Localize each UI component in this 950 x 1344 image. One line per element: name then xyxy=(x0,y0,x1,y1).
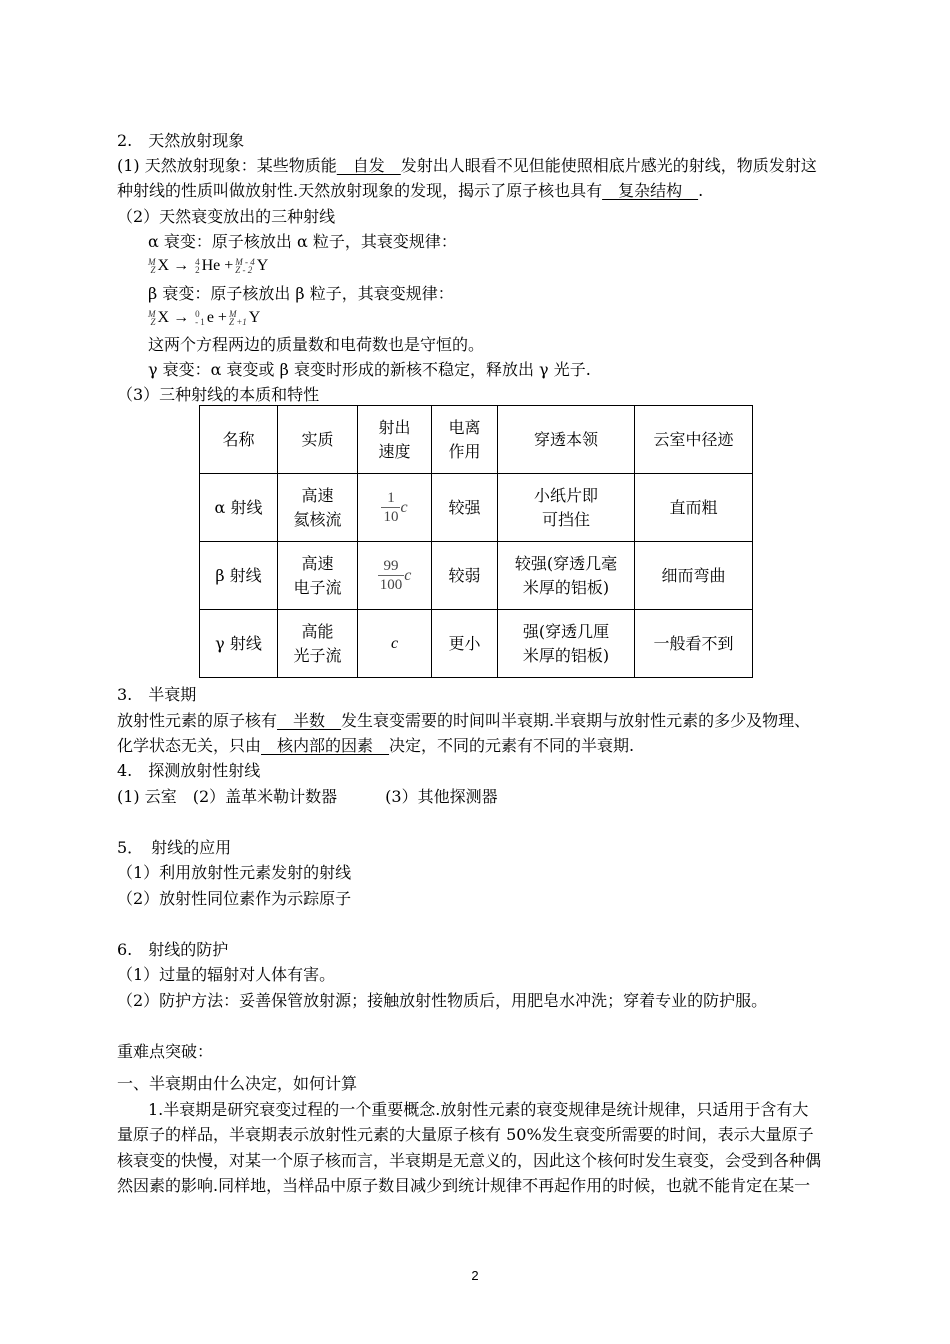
x-nuclide-label: M Z xyxy=(148,309,156,328)
s3-line-1: 放射性元素的原子核有 半数 发生衰变需要的时间叫半衰期.半衰期与放射性元素的多少及物理、 xyxy=(117,711,811,730)
s2-p1-a: (1) 天然放射现象：某些物质能 xyxy=(117,156,337,175)
row-track: 直而粗 xyxy=(635,474,753,542)
section-5-heading: 5． 射线的应用 xyxy=(117,838,232,857)
s5-item-2: （2）放射性同位素作为示踪原子 xyxy=(117,889,352,908)
header-ionization: 电离 作用 xyxy=(432,406,498,474)
x-nuclide-label: M Z xyxy=(148,257,156,276)
row-ionization: 更小 xyxy=(432,610,498,678)
key-paragraph-line-1: 1.半衰期是研究衰变过程的一个重要概念.放射性元素的衰变规律是统计规律，只适用于含有大 xyxy=(148,1100,809,1119)
s2-p1-c: 种射线的性质叫做放射性.天然放射现象的发现，揭示了原子核也具有 xyxy=(117,181,603,200)
s2-paragraph-line-2 xyxy=(117,181,703,201)
row-speed: c xyxy=(358,610,432,678)
e-nuclide-label: 0 - 1 xyxy=(195,309,205,328)
row-penetration: 较强(穿透几毫 米厚的铝板) xyxy=(498,542,635,610)
key-points-subheading: 一、半衰期由什么决定，如何计算 xyxy=(117,1074,358,1093)
s3-line-2: 化学状态无关，只由 核内部的因素 决定，不同的元素有不同的半衰期. xyxy=(117,736,635,755)
section-4-heading: 4. 探测放射性射线 xyxy=(117,761,261,780)
row-nature: 高能 光子流 xyxy=(278,610,358,678)
header-penetration: 穿透本领 xyxy=(498,406,635,474)
row-name: α 射线 xyxy=(200,474,278,542)
key-points-heading: 重难点突破： xyxy=(117,1042,214,1061)
blank-answer-1: 自发 xyxy=(336,156,401,175)
header-name: 名称 xyxy=(200,406,278,474)
key-paragraph-line-4: 然因素的影响.同样地，当样品中原子数目减少到统计规律不再起作用的时候，也就不能肯定在某一 xyxy=(117,1176,811,1195)
row-name: β 射线 xyxy=(200,542,278,610)
y-nuclide-label: M Z +1 xyxy=(228,309,247,328)
blank-answer-2: 复杂结构 xyxy=(602,181,699,200)
header-nature: 实质 xyxy=(278,406,358,474)
row-name: γ 射线 xyxy=(200,610,278,678)
he-nuclide-label: 4 2 xyxy=(195,257,200,276)
row-track: 一般看不到 xyxy=(635,610,753,678)
section-3-heading: 3. 半衰期 xyxy=(117,685,197,704)
s2-paragraph-line-1 xyxy=(117,156,817,176)
s2-p1-b: 发射出人眼看不见但能使照相底片感光的射线，物质发射这 xyxy=(400,156,817,175)
alpha-decay-equation: M Z X → 4 2 He + M - 4 Z - 2 Y xyxy=(148,257,269,276)
s5-item-1: （1）利用放射性元素发射的射线 xyxy=(117,863,352,882)
section-6-heading: 6. 射线的防护 xyxy=(117,940,229,959)
table-row xyxy=(200,610,753,678)
gamma-decay-text: γ 衰变：α 衰变或 β 衰变时形成的新核不稳定，释放出 γ 光子. xyxy=(148,360,591,379)
radiation-table xyxy=(199,405,753,678)
row-penetration: 小纸片即 可挡住 xyxy=(498,474,635,542)
table-row xyxy=(200,542,753,610)
header-track: 云室中径迹 xyxy=(635,406,753,474)
s2-sub-heading-3: （3）三种射线的本质和特性 xyxy=(117,385,320,404)
row-nature: 高速 氦核流 xyxy=(278,474,358,542)
s6-item-2: （2）防护方法：妥善保管放射源；接触放射性物质后，用肥皂水冲洗；穿着专业的防护服。 xyxy=(117,991,768,1010)
row-nature: 高速 电子流 xyxy=(278,542,358,610)
row-track: 细而弯曲 xyxy=(635,542,753,610)
row-speed: $\frac{99}{100}$ c xyxy=(358,542,432,610)
key-paragraph-line-3: 核衰变的快慢，对某一个原子核而言，半衰期是无意义的，因此这个核何时发生衰变，会受到各种偶 xyxy=(117,1151,822,1170)
page-number: 2 xyxy=(471,1268,479,1283)
s6-item-1: （1）过量的辐射对人体有害。 xyxy=(117,965,336,984)
alpha-decay-text: α 衰变：原子核放出 α 粒子，其衰变规律： xyxy=(148,232,457,251)
y-nuclide-label: M - 4 Z - 2 xyxy=(235,257,255,276)
s4-items: (1) 云室 (2）盖革米勒计数器 (3）其他探测器 xyxy=(117,787,498,806)
blank-answer-3: 半数 xyxy=(277,711,342,730)
table-header-row xyxy=(200,406,753,474)
speed-fraction: $\frac{1}{10}$ xyxy=(383,490,399,525)
section-2-heading: 2. 天然放射现象 xyxy=(117,131,245,150)
row-penetration: 强(穿透几厘 米厚的铝板) xyxy=(498,610,635,678)
row-ionization: 较弱 xyxy=(432,542,498,610)
s2-sub-heading-2: （2）天然衰变放出的三种射线 xyxy=(117,207,336,226)
header-speed: 射出 速度 xyxy=(358,406,432,474)
speed-fraction: $\frac{99}{100}$ xyxy=(379,558,403,593)
table-row xyxy=(200,474,753,542)
row-ionization: 较强 xyxy=(432,474,498,542)
beta-decay-text: β 衰变：原子核放出 β 粒子，其衰变规律： xyxy=(148,284,454,303)
row-speed: $\frac{1}{10}$ c xyxy=(358,474,432,542)
key-paragraph-line-2: 量原子的样品，半衰期表示放射性元素的大量原子核有 50%发生衰变所需要的时间，表示大量原子 xyxy=(117,1125,814,1144)
s2-p1-d: . xyxy=(698,181,704,200)
conservation-note: 这两个方程两边的质量数和电荷数也是守恒的。 xyxy=(148,335,485,354)
beta-decay-equation: M Z X → 0 - 1 e + M Z +1 Y xyxy=(148,309,261,328)
blank-answer-4: 核内部的因素 xyxy=(261,736,390,755)
